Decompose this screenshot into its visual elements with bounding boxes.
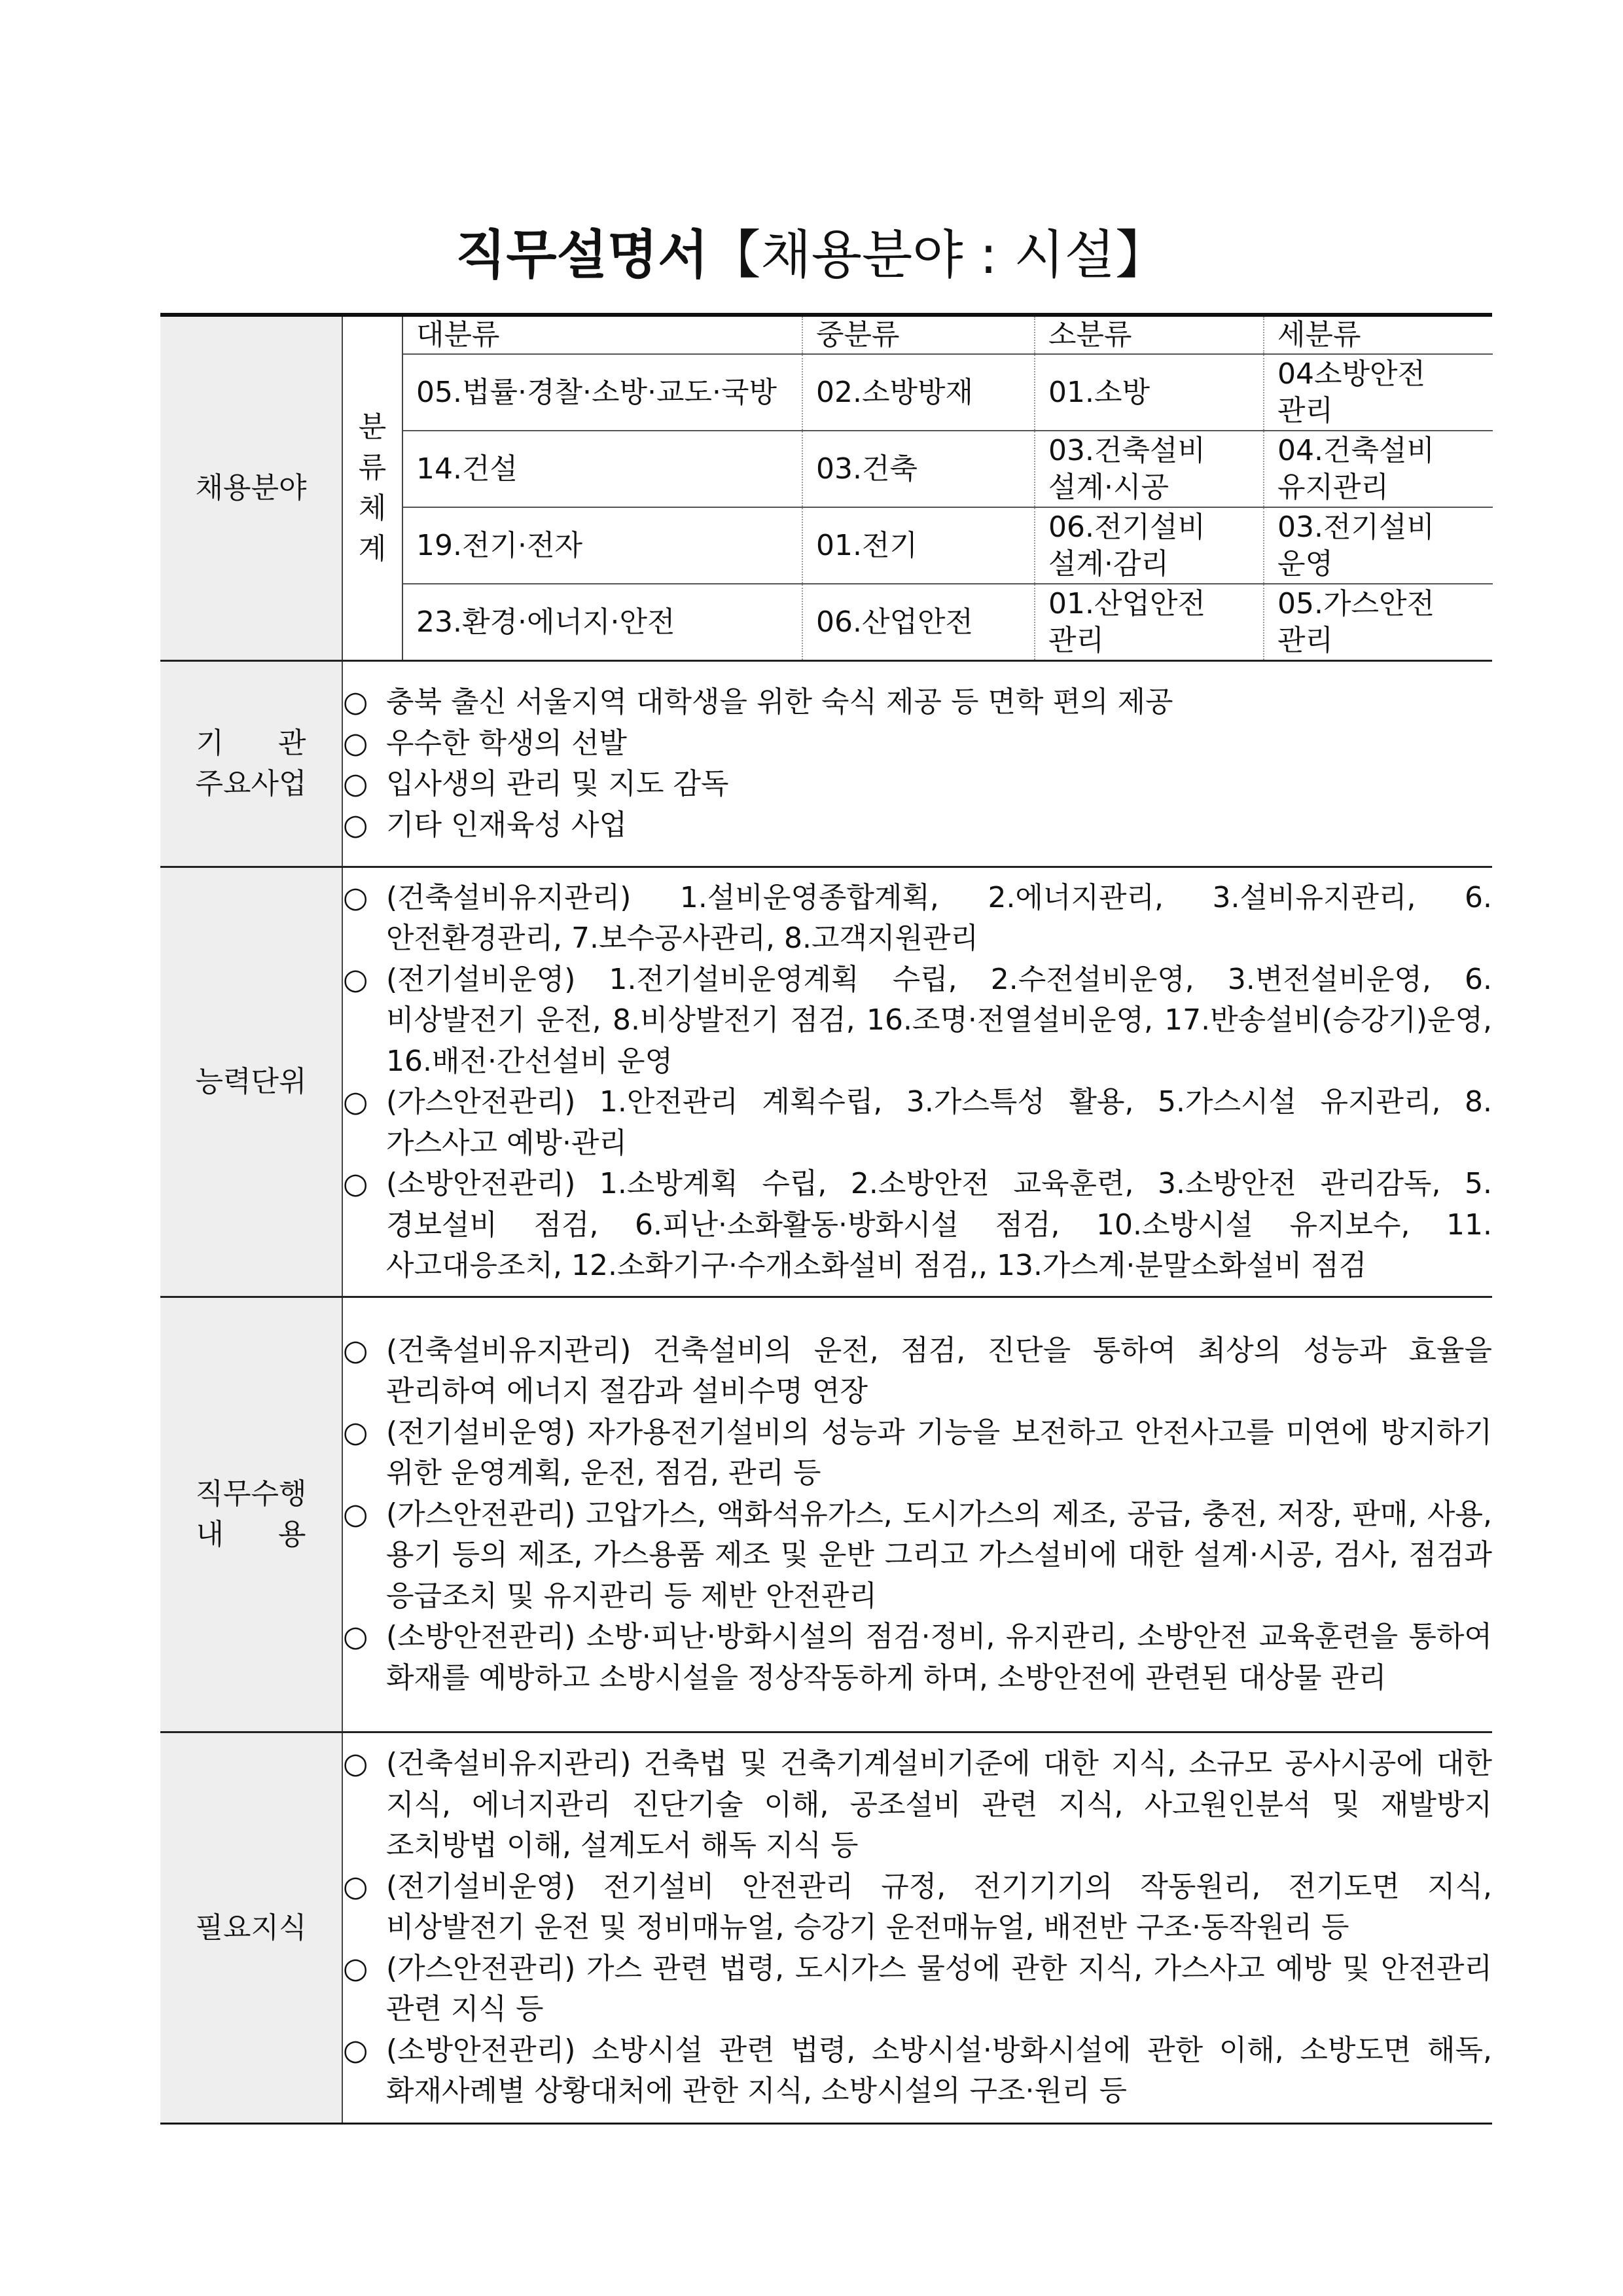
duty-content [342,1297,1492,1732]
label-field: 채용분야 [160,315,342,661]
label-duty-line1: 직무수행 [195,1477,307,1511]
bullet-circle-icon: ○ [343,808,368,842]
label-business-line2: 주요사업 [195,767,307,800]
list-item: ○ (소방안전관리) 1.소방계획 수립, 2.소방안전 교육훈련, 3.소방안전 관리감독, 5.경보설비 점검, 6.피난·소화활동·방화시설 점검, 10.소방시설 유지보수, 11.사고대응조치, 12.소화기구·수개소화설비 점검,, 13.가스계·분말소화설비 점검 [343,1164,1492,1287]
bullet-circle-icon: ○ [343,1085,368,1119]
label-classification-system [342,315,402,661]
list-item: ○ (전기설비운영) 1.전기설비운영계획 수립, 2.수전설비운영, 3.변전설비운영, 6.비상발전기 운전, 8.비상발전기 점검, 16.조명·전열설비운영, 17.반송설비(승강기)운영, 16.배전·간선설비 운영 [343,960,1492,1083]
list-item: ○ 입사생의 관리 및 지도 감독 [343,764,1492,805]
list-item: ○ 우수한 학생의 선발 [343,723,1492,764]
competency-list [343,878,1492,1287]
label-duty-line2 [196,1515,306,1555]
bullet-circle-icon: ○ [343,1869,368,1903]
list-item: ○ (건축설비유지관리) 건축설비의 운전, 점검, 진단을 통하여 최상의 성능과 효율을 관리하여 에너지 절감과 설비수명 연장 [343,1331,1492,1412]
cell-major: 19.전기·전자 [403,507,802,584]
label-char: 내 [196,1518,224,1551]
col-header-major: 대분류 [403,317,802,354]
section-field [160,315,1492,661]
classification-header-row [403,317,1493,354]
list-item: ○ (소방안전관리) 소방시설 관련 법령, 소방시설·방화시설에 관한 이해, 소방도면 해독, 화재사례별 상황대처에 관한 지식, 소방시설의 구조·원리 등 [343,2030,1492,2112]
cell-major: 14.건설 [403,431,802,507]
business-content [342,661,1492,867]
cell-detail: 05.가스안전 관리 [1277,586,1435,657]
cell-detail: 03.전기설비 운영 [1264,507,1493,584]
classification-cell [402,315,1492,661]
label-char: 기 [196,726,224,760]
list-item: ○ (전기설비운영) 전기설비 안전관리 규정, 전기기기의 작동원리, 전기도면 지식, 비상발전기 운전 및 정비매뉴얼, 승강기 운전매뉴얼, 배전반 구조·동작원리 등 [343,1867,1492,1948]
section-knowledge [160,1732,1492,2124]
label-business-line1 [196,723,306,764]
classification-row [403,507,1493,584]
bullet-circle-icon: ○ [343,880,368,914]
duty-list [343,1331,1492,1699]
sub-label-char: 류 [358,451,387,484]
label-business [160,661,342,867]
cell-detail: 04.건축설비 유지관리 [1264,431,1493,507]
bullet-circle-icon: ○ [343,767,368,800]
bullet-circle-icon: ○ [343,726,368,760]
bullet-circle-icon: ○ [343,1497,368,1531]
business-list [343,682,1492,846]
knowledge-list [343,1744,1492,2112]
label-char: 용 [277,1518,306,1551]
section-duty [160,1297,1492,1732]
title-main: 직무설명서 [455,224,709,285]
bullet-circle-icon: ○ [343,1167,368,1200]
competency-content [342,867,1492,1297]
bullet-circle-icon: ○ [343,685,368,719]
col-header-detail: 세분류 [1264,317,1493,354]
label-char: 관 [277,726,306,760]
bullet-circle-icon: ○ [343,962,368,996]
title-sub: 【채용분야 : 시설】 [708,224,1168,285]
list-item: ○ (소방안전관리) 소방·피난·방화시설의 점검·정비, 유지관리, 소방안전 교육훈련을 통하여 화재를 예방하고 소방시설을 정상작동하게 하며, 소방안전에 관련된 대상물 관리 [343,1617,1492,1698]
section-business [160,661,1492,867]
job-description-table [160,313,1492,2125]
classification-table [403,317,1493,660]
section-competency [160,867,1492,1297]
bullet-circle-icon: ○ [343,1415,368,1449]
sub-label-char: 분 [358,410,387,444]
classification-row [403,584,1493,660]
list-item: ○ (건축설비유지관리) 1.설비운영종합계획, 2.에너지관리, 3.설비유지관리, 6.안전환경관리, 7.보수공사관리, 8.고객지원관리 [343,878,1492,960]
cell-middle: 02.소방방재 [802,354,1035,431]
bullet-circle-icon: ○ [343,1333,368,1367]
list-item: ○ (전기설비운영) 자가용전기설비의 성능과 기능을 보전하고 안전사고를 미연에 방지하기 위한 운영계획, 운전, 점검, 관리 등 [343,1412,1492,1494]
cell-major: 23.환경·에너지·안전 [403,584,802,660]
knowledge-content [342,1732,1492,2124]
cell-minor: 06.전기설비 설계·감리 [1035,507,1264,584]
label-knowledge: 필요지식 [160,1732,342,2124]
sub-label-char: 계 [358,532,387,565]
list-item: ○ (가스안전관리) 고압가스, 액화석유가스, 도시가스의 제조, 공급, 충전, 저장, 판매, 사용, 용기 등의 제조, 가스용품 제조 및 운반 그리고 가스설비에 대한 설계·시공, 검사, 점검과 응급조치 및 유지관리 등 제반 안전관리 [343,1494,1492,1617]
bullet-circle-icon: ○ [343,2033,368,2067]
classification-row [403,431,1493,507]
list-item: ○ 충북 출신 서울지역 대학생을 위한 숙식 제공 등 면학 편의 제공 [343,682,1492,723]
document-title [0,219,1623,291]
label-competency: 능력단위 [160,867,342,1297]
cell-minor: 03.건축설비 설계·시공 [1035,431,1264,507]
sub-label-char: 체 [358,492,387,525]
label-duty [160,1297,342,1732]
cell-middle: 06.산업안전 [802,584,1035,660]
list-item: ○ (건축설비유지관리) 건축법 및 건축기계설비기준에 대한 지식, 소규모 공사시공에 대한 지식, 에너지관리 진단기술 이해, 공조설비 관련 지식, 사고원인분석 및 재발방지 조치방법 이해, 설계도서 해독 지식 등 [343,1744,1492,1867]
cell-middle: 01.전기 [802,507,1035,584]
cell-detail: 04소방안전 관리 [1264,354,1493,431]
bullet-circle-icon: ○ [343,1620,368,1654]
list-item: ○ (가스안전관리) 가스 관련 법령, 도시가스 물성에 관한 지식, 가스사고 예방 및 안전관리 관련 지식 등 [343,1948,1492,2030]
list-item: ○ (가스안전관리) 1.안전관리 계획수립, 3.가스특성 활용, 5.가스시설 유지관리, 8.가스사고 예방·관리 [343,1082,1492,1164]
cell-middle: 03.건축 [802,431,1035,507]
bullet-circle-icon: ○ [343,1747,368,1781]
list-item: ○ 기타 인재육성 사업 [343,805,1492,846]
col-header-middle: 중분류 [802,317,1035,354]
classification-row [403,354,1493,431]
cell-major: 05.법률·경찰·소방·교도·국방 [403,354,802,431]
bullet-circle-icon: ○ [343,1951,368,1985]
col-header-minor: 소분류 [1035,317,1264,354]
cell-minor: 01.소방 [1035,354,1264,431]
cell-minor: 01.산업안전 관리 [1035,584,1264,660]
